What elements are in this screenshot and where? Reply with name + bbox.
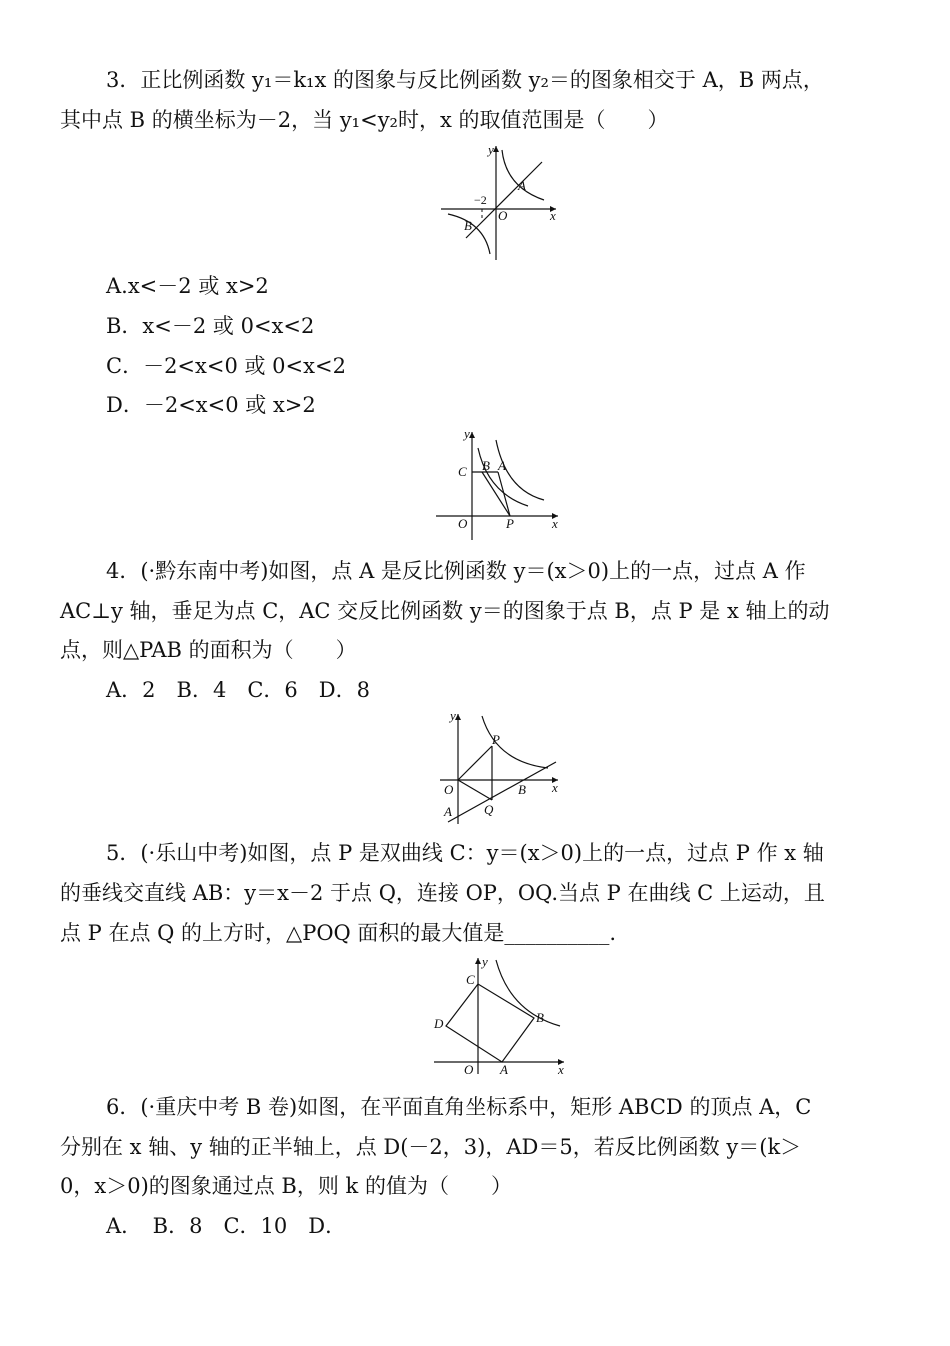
rectangle-abcd	[446, 984, 534, 1062]
point-label-q: Q	[484, 802, 494, 817]
q5-figure	[436, 710, 564, 828]
q4-figure	[432, 428, 564, 544]
point-label-p: P	[506, 516, 514, 531]
point-label-c: C	[466, 972, 475, 987]
q6-options: A． B．8 C．10 D．	[106, 1214, 347, 1238]
tick-label-neg2: −2	[474, 193, 487, 207]
axis-label-x: x	[550, 208, 556, 223]
point-label-c: C	[458, 464, 467, 479]
q3-option-c: C．－2<x<0 或 0<x<2	[106, 354, 346, 378]
q4-stem-line3: 点，则△PAB 的面积为（ ）	[60, 638, 357, 662]
point-label-b: B	[536, 1010, 544, 1025]
q3-figure	[436, 142, 562, 264]
line-ab	[448, 762, 556, 822]
hyperbola	[496, 960, 560, 1026]
origin-label: O	[444, 782, 454, 797]
q4-stem-line1: 4．(·黔东南中考)如图，点 A 是反比例函数 y＝(x＞0)上的一点，过点 A 作	[106, 559, 806, 583]
segment-oq	[458, 780, 492, 800]
point-label-b: B	[518, 782, 526, 797]
point-label-a: A	[518, 178, 526, 193]
q5-stem-line3: 点 P 在点 Q 的上方时，△POQ 面积的最大值是__________.	[60, 921, 617, 945]
point-label-a: A	[444, 804, 452, 819]
q3-stem-line2: 其中点 B 的横坐标为－2，当 y₁<y₂时，x 的取值范围是（ ）	[60, 108, 669, 132]
point-label-a: A	[498, 458, 506, 473]
origin-label: O	[464, 1062, 474, 1077]
axis-label-y: y	[488, 142, 494, 157]
q3-option-a: A.x<－2 或 x>2	[106, 274, 269, 298]
q4-stem-line2: AC⊥y 轴，垂足为点 C，AC 交反比例函数 y＝的图象于点 B，点 P 是 x 轴上的动	[60, 599, 830, 623]
q6-stem-line1: 6．(·重庆中考 B 卷)如图，在平面直角坐标系中，矩形 ABCD 的顶点 A，C	[106, 1095, 812, 1119]
axis-label-y: y	[450, 710, 456, 723]
origin-label: O	[498, 208, 508, 223]
axis-label-x: x	[552, 516, 558, 531]
segment-pa	[498, 472, 510, 516]
axis-label-x: x	[558, 1062, 564, 1077]
q6-stem-line3: 0，x＞0)的图象通过点 B，则 k 的值为（ ）	[60, 1174, 512, 1198]
q5-stem-line2: 的垂线交直线 AB：y＝x－2 于点 Q，连接 OP，OQ.当点 P 在曲线 C 上运动，且	[60, 881, 825, 905]
segment-op	[458, 746, 492, 780]
point-label-a: A	[500, 1062, 508, 1077]
q3-option-d: D．－2<x<0 或 x>2	[106, 393, 316, 417]
q3-stem-line1: 3．正比例函数 y₁＝k₁x 的图象与反比例函数 y₂＝的图象相交于 A，B 两点，	[106, 68, 824, 92]
q4-options: A．2 B．4 C．6 D．8	[106, 678, 370, 702]
point-label-b: B	[464, 218, 472, 233]
origin-label: O	[458, 516, 468, 531]
axis-label-y: y	[464, 428, 470, 441]
q6-stem-line2: 分别在 x 轴、y 轴的正半轴上，点 D(－2，3)，AD＝5，若反比例函数 y＝(k＞	[60, 1135, 802, 1159]
q3-option-b: B．x<－2 或 0<x<2	[106, 314, 315, 338]
point-label-b: B	[482, 458, 490, 473]
axis-label-x: x	[552, 780, 558, 795]
point-label-d: D	[434, 1016, 444, 1031]
point-label-p: P	[492, 732, 500, 747]
q5-stem-line1: 5．(·乐山中考)如图，点 P 是双曲线 C：y＝(x＞0)上的一点，过点 P 作 x 轴	[106, 841, 824, 865]
axis-label-y: y	[482, 954, 488, 969]
q6-figure	[430, 954, 570, 1078]
